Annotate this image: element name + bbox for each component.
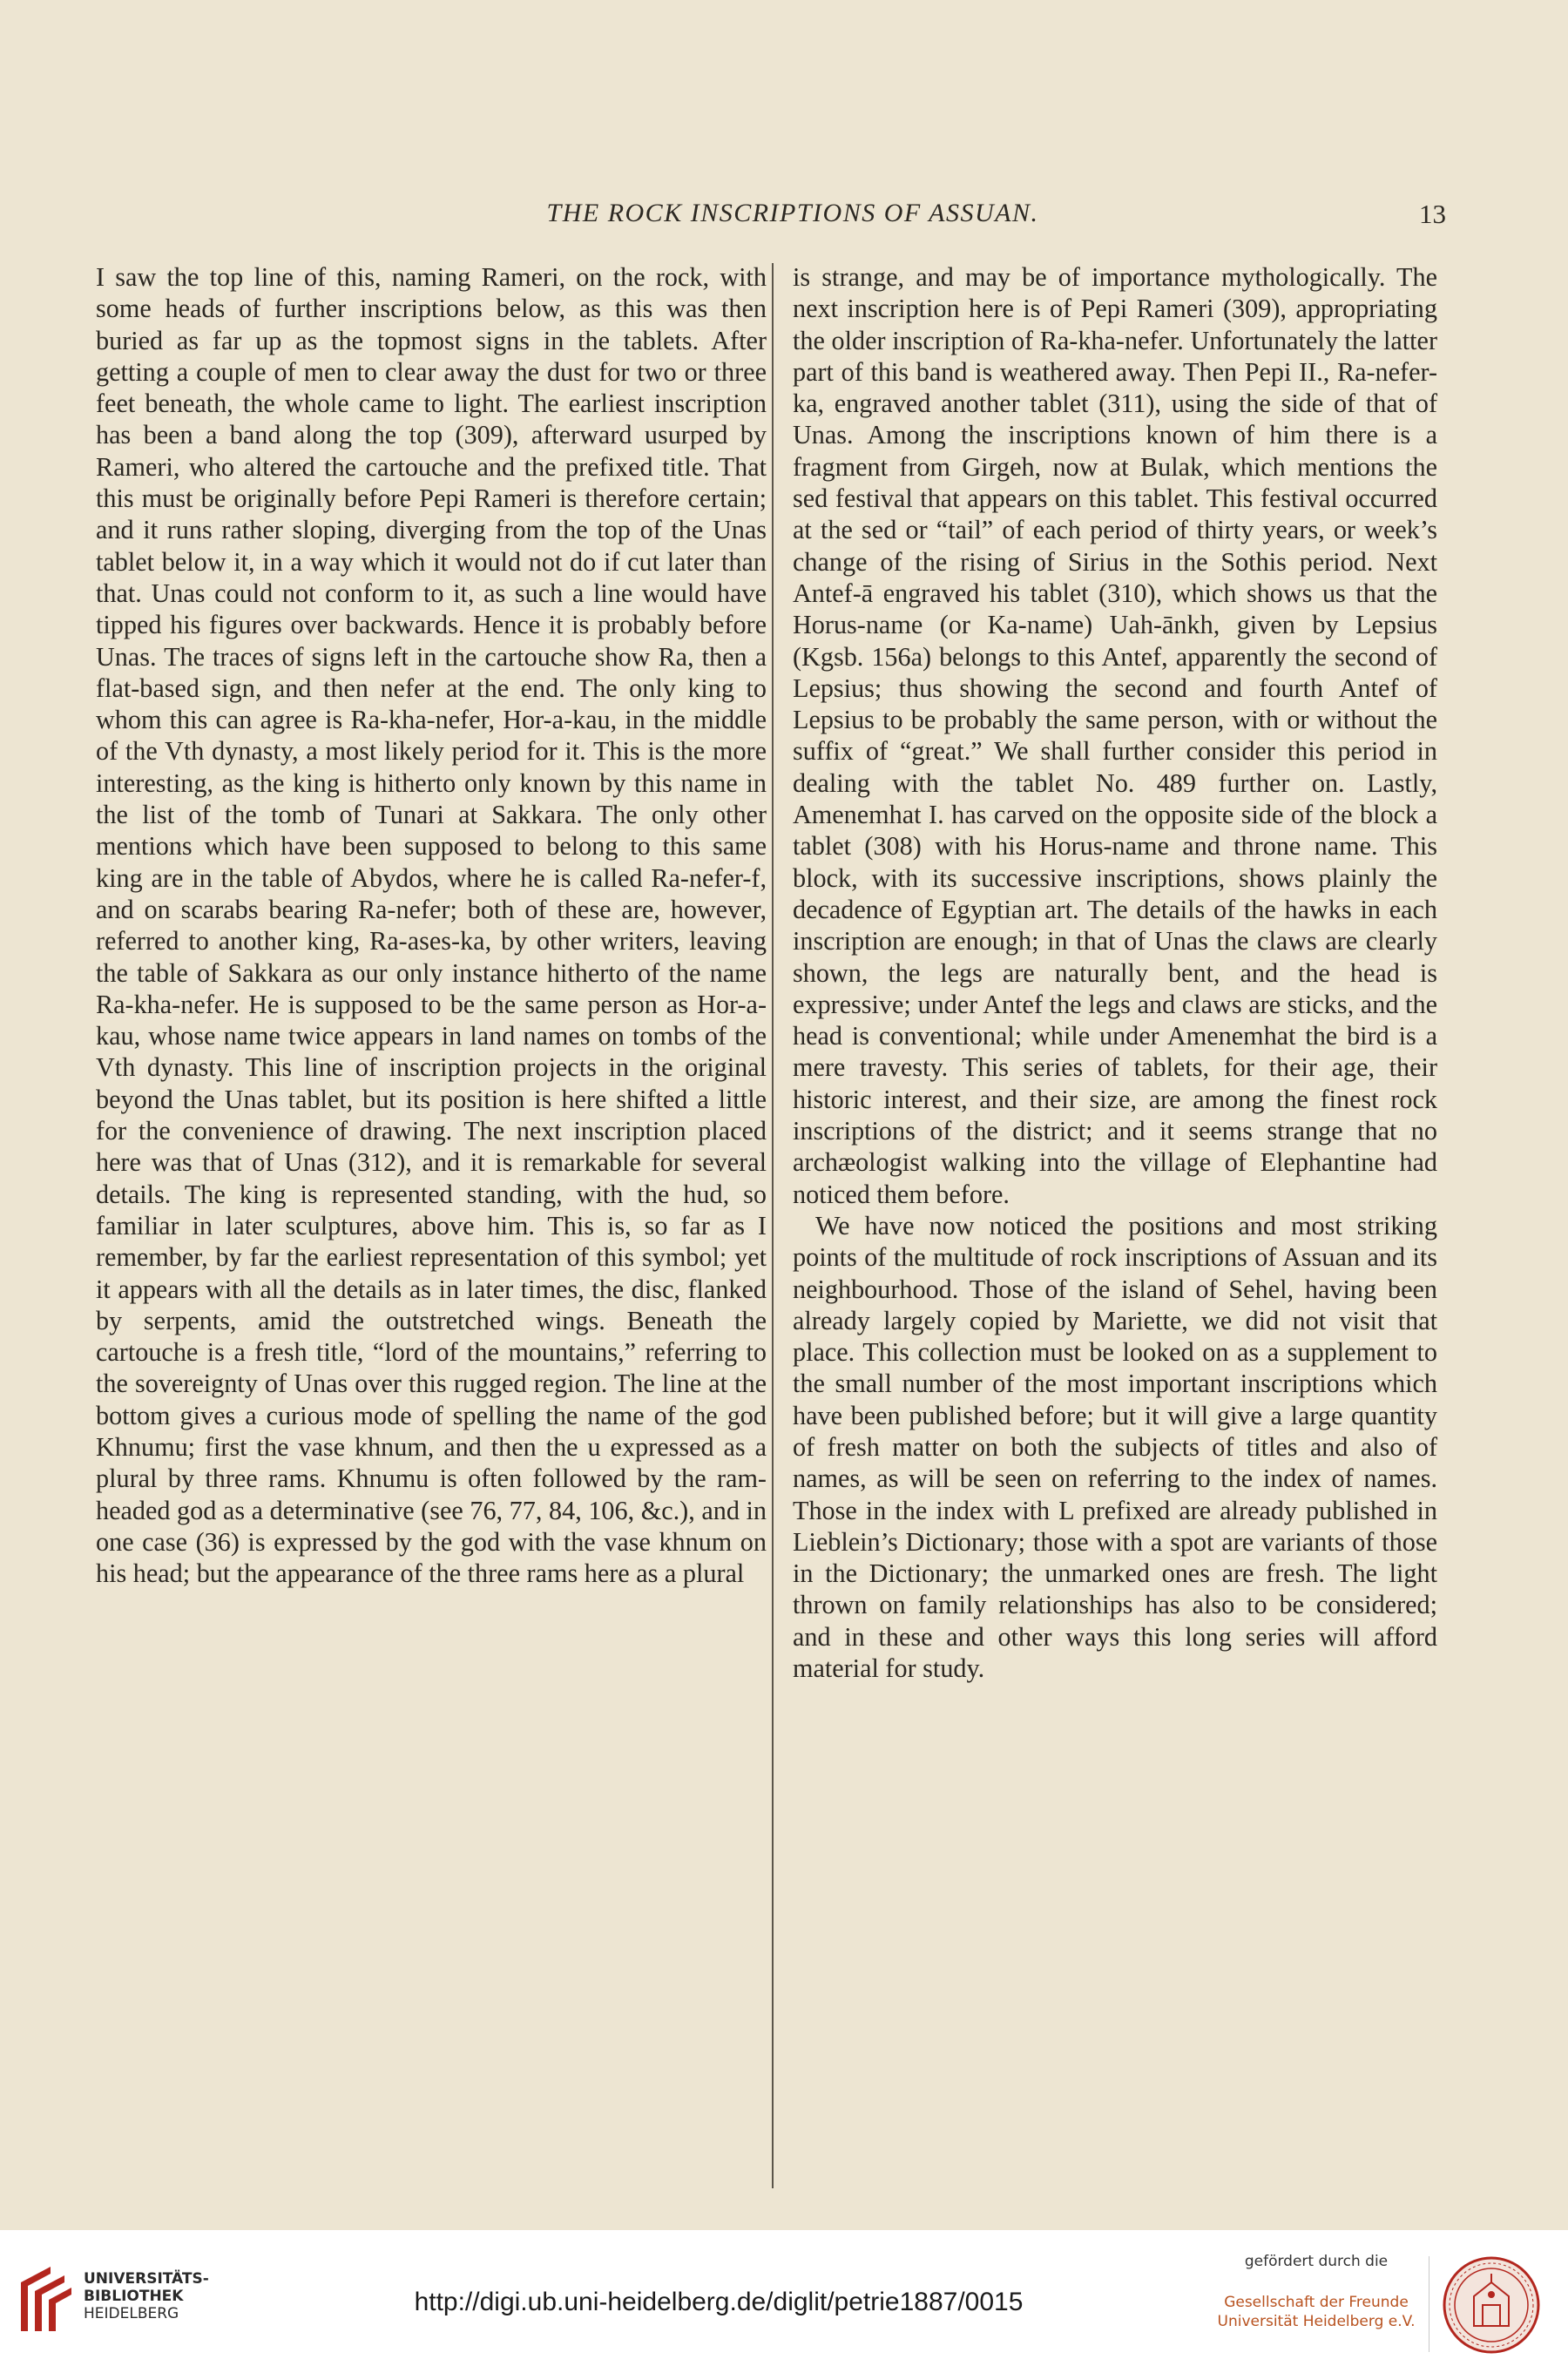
left-column	[96, 261, 767, 1589]
sponsor-name	[1216, 2293, 1416, 2331]
library-name-line: HEIDELBERG	[84, 2305, 179, 2322]
running-head-title: THE ROCK INSCRIPTIONS OF ASSUAN.	[546, 199, 1039, 227]
library-name-line: UNIVERSITÄTS-	[84, 2270, 209, 2288]
permalink[interactable]: http://digi.ub.uni-heidelberg.de/diglit/petrie1887/0015	[414, 2288, 1024, 2316]
sponsor-line: Universität Heidelberg e.V.	[1217, 2313, 1416, 2330]
university-library-logo-icon	[16, 2263, 75, 2333]
library-name-line: BIBLIOTHEK	[84, 2288, 184, 2305]
sponsor-label: gefördert durch die	[1244, 2253, 1389, 2270]
paragraph: is strange, and may be of importance mythologically. The next inscription here is of Pepi Rameri (309), appropriating the older inscription of Ra-kha-nefer. Unfortunately the latter part of this band is weathered away. Then Pepi II., Ra-nefer-ka, engraved another tablet (311), using the side of that of Unas. Among the inscriptions known of him there is a fragment from Girgeh, now at Bulak, which mentions the sed festival that appears on this tablet. This festival occurred at the sed or “tail” of each period of thirty years, or week’s change of the rising of Sirius in the Sothis period. Next Antef-ā engraved his tablet (310), which shows us that the Horus-name (or Ka-name) Uah-ānkh, given by Lepsius (Kgsb. 156a) belongs to this Antef, apparently the second of Lepsius; thus showing the second and fourth Antef of Lepsius to be probably the same person, with or without the suffix of “great.” We shall further consider this period in dealing with the tablet No. 489 further on. Lastly, Amenemhat I. has carved on the opposite side of the block a tablet (308) with his Horus-name and throne name. This block, with its successive inscriptions, shows plainly the decadence of Egyptian art. The details of the hawks in each inscription are enough; in that of Unas the claws are clearly shown, the legs are naturally bent, and the head is expressive; under Antef the legs and claws are sticks, and the head is conventional; while under Amenemhat the bird is a mere travesty. This series of tablets, for their age, their historic interest, and their size, are among the finest rock inscriptions of the district; and it seems strange that no archæologist walking into the village of Elephantine had noticed them before.	[793, 262, 1437, 1209]
paragraph: I saw the top line of this, naming Rameri, on the rock, with some heads of further inscriptions below, as this was then buried as far up as the topmost signs in the tablets. After getting a couple of men to clear away the dust for two or three feet beneath, the whole came to light. The earliest inscription has been a band along the top (309), afterward usurped by Rameri, who altered the cartouche and the prefixed title. That this must be originally before Pepi Rameri is therefore certain; and it runs rather sloping, diverging from the top of the Unas tablet below it, in a way which it would not do if cut later than that. Unas could not conform to it, as such a line would have tipped his figures over backwards. Hence it is probably before Unas. The traces of signs left in the cartouche show Ra, then a flat-based sign, and then nefer at the end. The only king to whom this can agree is Ra-kha-nefer, Hor-a-kau, in the middle of the Vth dynasty, a most likely period for it. This is the more interesting, as the king is hitherto only known by this name in the list of the tomb of Tunari at Sakkara. The only other mentions which have been supposed to belong to this same king are in the table of Abydos, where he is called Ra-nefer-f, and on scarabs bearing Ra-nefer; both of these are, however, referred to another king, Ra-ases-ka, by other writers, leaving the table of Sakkara as our only instance hitherto of the name Ra-kha-nefer. He is supposed to be the same person as Hor-a-kau, whose name twice appears in land names on tombs of the Vth dynasty. This line of inscription projects in the original beyond the Unas tablet, but its position is here shifted a little for the convenience of drawing. The next inscription placed here was that of Unas (312), and it is remarkable for several details. The king is represented standing, with the hud, so familiar in later sculptures, above him. This is, so far as I remember, by far the earliest representation of this symbol; yet it appears with all the details as in later times, the disc, flanked by serpents, amid the outstretched wings. Beneath the cartouche is a fresh title, “lord of the mountains,” referring to the sovereignty of Unas over this rugged region. The line at the bottom gives a curious mode of spelling the name of the god Khnumu; first the vase khnum, and then the u expressed as a plural by three rams. Khnumu is often followed by the ram-headed god as a determinative (see 76, 77, 84, 106, &c.), and in one case (36) is expressed by the god with the vase khnum on his head; but the appearance of the three rams here as a plural	[96, 262, 767, 1589]
footer-bar	[0, 2230, 1568, 2366]
university-seal-icon	[1443, 2256, 1540, 2354]
sponsor-line: Gesellschaft der Freunde	[1224, 2294, 1409, 2311]
right-column	[793, 261, 1437, 1684]
page-number: 13	[1419, 199, 1446, 229]
paragraph: We have now noticed the positions and most striking points of the multitude of rock inscriptions of Assuan and its neighbourhood. Those of the island of Sehel, having been already largely copied by Mariette, we did not visit that place. This collection must be looked on as a supplement to the small number of the most important inscriptions which have been published before; but it will give a large quantity of fresh matter on both the subjects of titles and also of names, as will be seen on referring to the index of names. Those in the index with L prefixed are already published in Lieblein’s Dictionary; those with a spot are variants of those in the Dictionary; the unmarked ones are fresh. The light thrown on family relationships has also to be considered; and in these and other ways this long series will afford material for study.	[793, 1210, 1437, 1684]
university-library-name	[84, 2270, 209, 2322]
running-head	[0, 199, 1568, 233]
column-divider	[772, 263, 774, 2188]
